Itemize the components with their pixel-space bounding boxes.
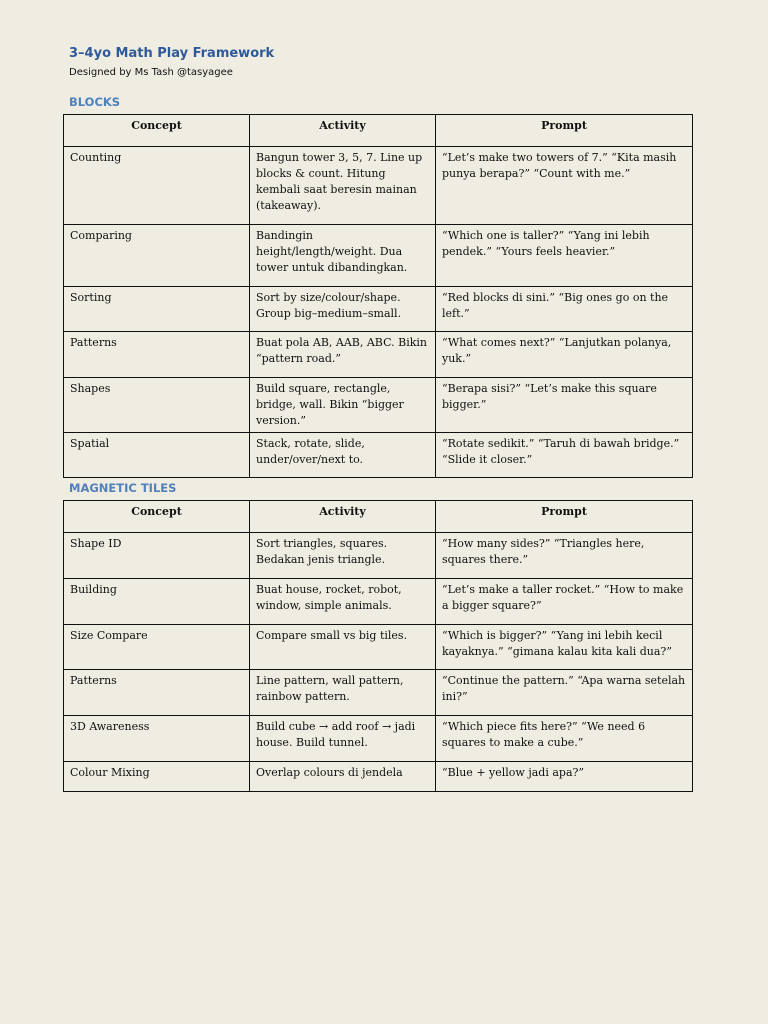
prompt-cell: “Which piece fits here?” “We need 6 squares to make a cube.”	[436, 716, 693, 762]
table-row	[64, 533, 693, 579]
column-header-concept: Concept	[64, 115, 250, 147]
activity-cell: Bangun tower 3, 5, 7. Line up blocks & count. Hitung kembali saat beresin mainan (takeaway).	[250, 147, 436, 225]
table-header-row	[64, 115, 693, 147]
concept-cell: Building	[64, 579, 250, 625]
prompt-cell: “Which one is taller?” “Yang ini lebih pendek.” “Yours feels heavier.”	[436, 225, 693, 287]
table-row	[64, 332, 693, 378]
activity-cell: Stack, rotate, slide, under/over/next to.	[250, 433, 436, 478]
table-row	[64, 287, 693, 332]
prompt-cell: “Blue + yellow jadi apa?”	[436, 762, 693, 792]
magnetic-tiles-section-heading: MAGNETIC TILES	[69, 481, 177, 495]
table-row	[64, 625, 693, 670]
activity-cell: Buat house, rocket, robot, window, simple animals.	[250, 579, 436, 625]
blocks-table	[63, 114, 693, 478]
table-row	[64, 762, 693, 792]
table-row	[64, 378, 693, 433]
column-header-activity: Activity	[250, 501, 436, 533]
activity-cell: Overlap colours di jendela	[250, 762, 436, 792]
concept-cell: Size Compare	[64, 625, 250, 670]
concept-cell: Sorting	[64, 287, 250, 332]
concept-cell: Patterns	[64, 670, 250, 716]
concept-cell: Colour Mixing	[64, 762, 250, 792]
column-header-concept: Concept	[64, 501, 250, 533]
magnetic-tiles-table	[63, 500, 693, 792]
prompt-cell: “Let’s make a taller rocket.” “How to make a bigger square?”	[436, 579, 693, 625]
activity-cell: Line pattern, wall pattern, rainbow pattern.	[250, 670, 436, 716]
prompt-cell: “How many sides?” “Triangles here, squares there.”	[436, 533, 693, 579]
column-header-prompt: Prompt	[436, 115, 693, 147]
prompt-cell: “What comes next?” “Lanjutkan polanya, yuk.”	[436, 332, 693, 378]
concept-cell: 3D Awareness	[64, 716, 250, 762]
concept-cell: Shape ID	[64, 533, 250, 579]
prompt-cell: “Let’s make two towers of 7.” “Kita masih punya berapa?” “Count with me.”	[436, 147, 693, 225]
activity-cell: Bandingin height/length/weight. Dua tower untuk dibandingkan.	[250, 225, 436, 287]
concept-cell: Comparing	[64, 225, 250, 287]
concept-cell: Counting	[64, 147, 250, 225]
column-header-activity: Activity	[250, 115, 436, 147]
concept-cell: Spatial	[64, 433, 250, 478]
table-row	[64, 433, 693, 478]
table-row	[64, 147, 693, 225]
activity-cell: Build cube → add roof → jadi house. Build tunnel.	[250, 716, 436, 762]
table-header-row	[64, 501, 693, 533]
activity-cell: Sort triangles, squares. Bedakan jenis triangle.	[250, 533, 436, 579]
activity-cell: Buat pola AB, AAB, ABC. Bikin “pattern road.”	[250, 332, 436, 378]
prompt-cell: “Rotate sedikit.” “Taruh di bawah bridge.” “Slide it closer.”	[436, 433, 693, 478]
table-row	[64, 579, 693, 625]
activity-cell: Sort by size/colour/shape. Group big–medium–small.	[250, 287, 436, 332]
document-title: 3–4yo Math Play Framework	[69, 46, 275, 61]
activity-cell: Build square, rectangle, bridge, wall. Bikin “bigger version.”	[250, 378, 436, 433]
blocks-section-heading: BLOCKS	[69, 95, 121, 109]
table-row	[64, 225, 693, 287]
prompt-cell: “Red blocks di sini.” “Big ones go on the left.”	[436, 287, 693, 332]
document-subtitle: Designed by Ms Tash @tasyagee	[69, 67, 233, 78]
activity-cell: Compare small vs big tiles.	[250, 625, 436, 670]
column-header-prompt: Prompt	[436, 501, 693, 533]
concept-cell: Patterns	[64, 332, 250, 378]
prompt-cell: “Which is bigger?” “Yang ini lebih kecil kayaknya.” “gimana kalau kita kali dua?”	[436, 625, 693, 670]
table-row	[64, 670, 693, 716]
prompt-cell: “Berapa sisi?” “Let’s make this square bigger.”	[436, 378, 693, 433]
concept-cell: Shapes	[64, 378, 250, 433]
table-row	[64, 716, 693, 762]
prompt-cell: “Continue the pattern.” “Apa warna setelah ini?”	[436, 670, 693, 716]
